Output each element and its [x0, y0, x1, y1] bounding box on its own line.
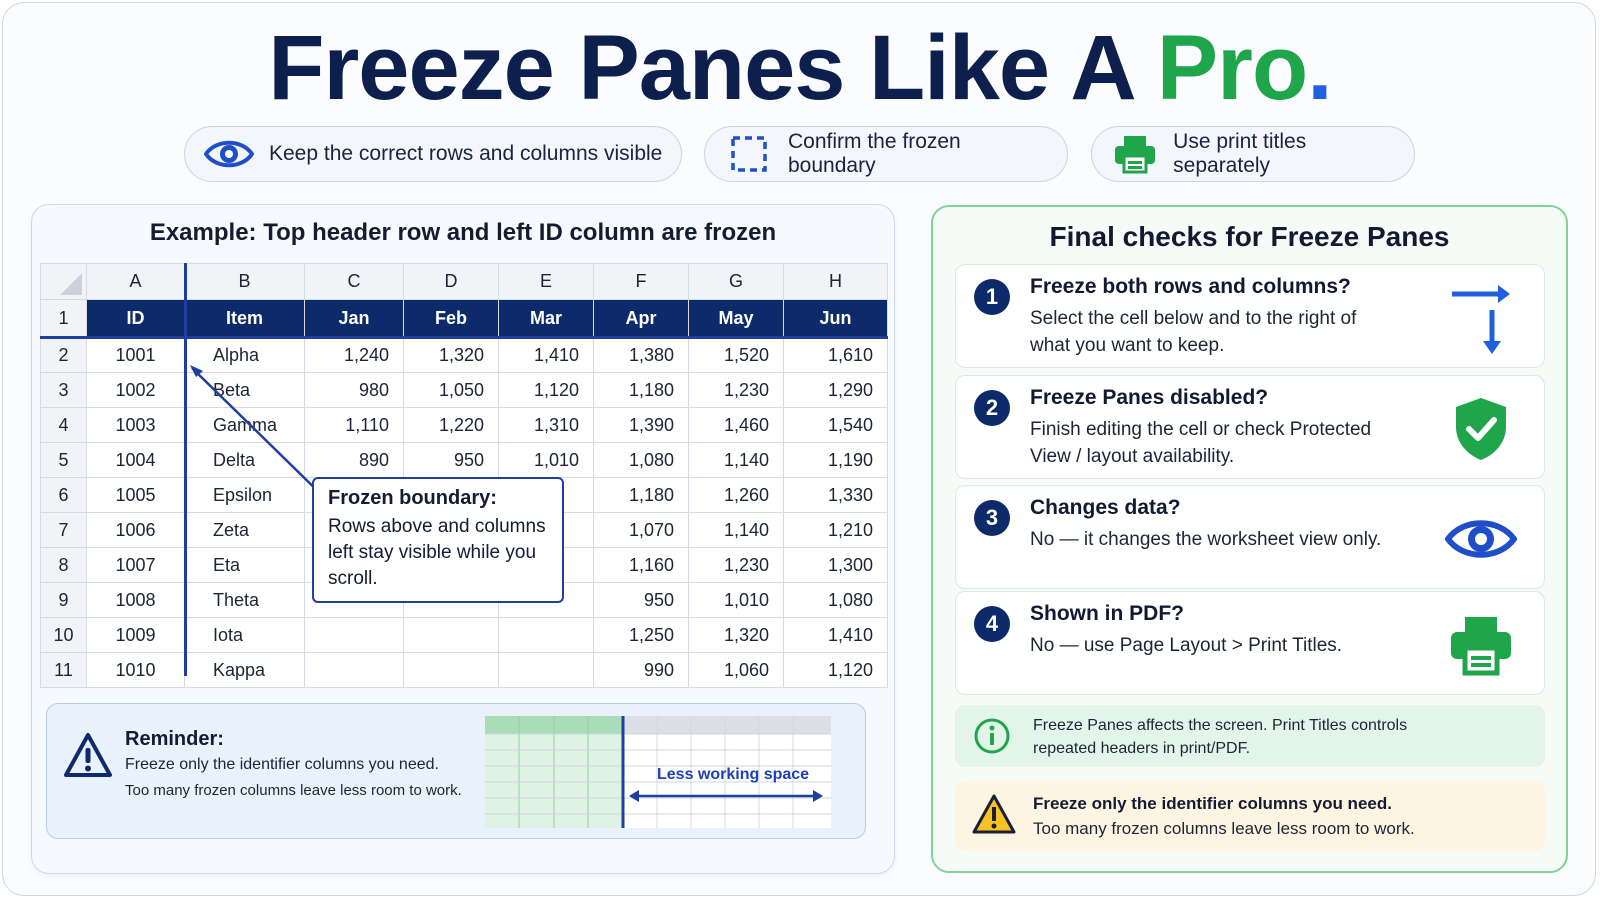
value-cell[interactable]: 1,300 [784, 548, 888, 583]
info-note [955, 705, 1545, 767]
value-cell[interactable]: 1,320 [689, 618, 784, 653]
id-cell[interactable]: 1008 [87, 583, 185, 618]
value-cell[interactable]: 1,610 [784, 338, 888, 373]
value-cell[interactable]: 990 [594, 653, 689, 688]
id-cell[interactable]: 1009 [87, 618, 185, 653]
row-number[interactable]: 11 [41, 653, 87, 688]
value-cell[interactable]: 890 [305, 443, 404, 478]
dashed-square-icon [723, 134, 774, 174]
header-cell[interactable]: Apr [594, 300, 689, 338]
id-cell[interactable]: 1006 [87, 513, 185, 548]
example-title: Example: Top header row and left ID column are frozen [149, 219, 777, 246]
item-cell[interactable]: Theta [185, 583, 305, 618]
value-cell[interactable]: 1,240 [305, 338, 404, 373]
value-cell[interactable]: 1,260 [689, 478, 784, 513]
value-cell[interactable]: 1,380 [594, 338, 689, 373]
row-number[interactable]: 2 [41, 338, 87, 373]
step-badge: 4 [974, 606, 1010, 642]
pill-label: Confirm the frozen boundary [788, 130, 961, 177]
item-cell[interactable]: Epsilon [185, 478, 305, 513]
step-badge: 1 [974, 279, 1010, 315]
value-cell[interactable]: 1,320 [404, 338, 499, 373]
value-cell[interactable]: 1,210 [784, 513, 888, 548]
column-letter[interactable]: D [404, 264, 499, 300]
item-cell[interactable]: Iota [185, 618, 305, 653]
value-cell[interactable]: 1,520 [689, 338, 784, 373]
value-cell[interactable]: 1,220 [404, 408, 499, 443]
value-cell[interactable]: 1,060 [689, 653, 784, 688]
final-checks-panel [931, 205, 1568, 873]
item-cell[interactable]: Kappa [185, 653, 305, 688]
value-cell[interactable]: 1,140 [689, 443, 784, 478]
pill-print-titles [1091, 126, 1415, 182]
id-cell[interactable]: 1001 [87, 338, 185, 373]
column-letter[interactable]: A [87, 264, 185, 300]
shield-check-icon [1438, 386, 1524, 472]
item-cell[interactable]: Eta [185, 548, 305, 583]
column-letter[interactable]: E [499, 264, 594, 300]
printer-icon [1110, 134, 1159, 174]
id-cell[interactable]: 1003 [87, 408, 185, 443]
id-cell[interactable]: 1005 [87, 478, 185, 513]
value-cell[interactable]: 1,080 [594, 443, 689, 478]
warning-note [955, 781, 1545, 851]
pill-visible-rows [184, 126, 682, 182]
item-cell[interactable]: Delta [185, 443, 305, 478]
page-title [0, 17, 1600, 119]
item-cell[interactable]: Beta [185, 373, 305, 408]
header-cell[interactable]: May [689, 300, 784, 338]
value-cell[interactable]: 980 [305, 373, 404, 408]
warning-icon [63, 732, 113, 783]
pill-frozen-boundary [704, 126, 1068, 182]
row-number[interactable]: 7 [41, 513, 87, 548]
title-dot: . [1307, 17, 1332, 119]
value-cell[interactable]: 1,190 [784, 443, 888, 478]
row-number[interactable]: 4 [41, 408, 87, 443]
pill-label: Keep the correct rows and columns visible [269, 142, 663, 165]
value-cell[interactable]: 1,140 [689, 513, 784, 548]
value-cell[interactable]: 950 [594, 583, 689, 618]
column-letter[interactable]: H [784, 264, 888, 300]
example-panel [31, 204, 895, 874]
value-cell[interactable]: 1,410 [784, 618, 888, 653]
item-cell[interactable]: Gamma [185, 408, 305, 443]
value-cell[interactable]: 1,080 [784, 583, 888, 618]
eye-icon [203, 134, 255, 174]
pill-label: Use print titles separately [1173, 130, 1307, 177]
value-cell[interactable]: 1,540 [784, 408, 888, 443]
value-cell[interactable]: 1,250 [594, 618, 689, 653]
header-cell[interactable]: Jan [305, 300, 404, 338]
warning-title: Freeze only the identifier columns you need. [1033, 794, 1392, 813]
value-cell[interactable]: 1,010 [689, 583, 784, 618]
id-cell[interactable]: 1004 [87, 443, 185, 478]
eye-icon [1438, 496, 1524, 582]
value-cell[interactable]: 1,230 [689, 373, 784, 408]
reminder-line: Too many frozen columns leave less room to work. [125, 782, 462, 799]
reminder-title: Reminder: [125, 728, 224, 750]
check-question: Freeze both rows and columns? [1030, 275, 1351, 298]
title-accent: Pro [1156, 17, 1308, 119]
reminder-box [46, 703, 866, 839]
step-badge: 3 [974, 500, 1010, 536]
value-cell[interactable]: 1,110 [305, 408, 404, 443]
value-cell[interactable]: 1,160 [594, 548, 689, 583]
header-cell[interactable]: Mar [499, 300, 594, 338]
value-cell[interactable]: 1,410 [499, 338, 594, 373]
callout-body: Rows above and columns left stay visible while you scroll. [328, 516, 546, 589]
check-answer: Select the cell below and to the right of what you want to keep. [1030, 308, 1357, 356]
warning-icon [971, 793, 1017, 840]
header-cell[interactable]: ID [87, 300, 185, 338]
row-number[interactable]: 3 [41, 373, 87, 408]
check-answer: No — use Page Layout > Print Titles. [1030, 635, 1343, 656]
reminder-line: Freeze only the identifier columns you need. [125, 756, 439, 773]
item-cell[interactable]: Alpha [185, 338, 305, 373]
column-letter[interactable]: C [305, 264, 404, 300]
item-cell[interactable]: Zeta [185, 513, 305, 548]
check-answer: No — it changes the worksheet view only. [1030, 529, 1382, 550]
row-number[interactable]: 8 [41, 548, 87, 583]
info-icon [973, 717, 1011, 760]
warning-text: Too many frozen columns leave less room to work. [1033, 819, 1415, 838]
value-cell[interactable]: 1,010 [499, 443, 594, 478]
check-answer: Finish editing the cell or check Protected View / layout availability. [1030, 419, 1372, 467]
check-question: Shown in PDF? [1030, 602, 1184, 625]
header-cell[interactable]: Jun [784, 300, 888, 338]
id-cell[interactable]: 1002 [87, 373, 185, 408]
check-item [955, 264, 1545, 368]
value-cell[interactable]: 1,180 [594, 373, 689, 408]
value-cell[interactable]: 1,310 [499, 408, 594, 443]
check-question: Freeze Panes disabled? [1030, 386, 1269, 409]
row-number[interactable]: 10 [41, 618, 87, 653]
column-letter[interactable]: G [689, 264, 784, 300]
value-cell[interactable]: 1,390 [594, 408, 689, 443]
value-cell[interactable]: 1,230 [689, 548, 784, 583]
check-item [955, 591, 1545, 695]
row-number[interactable]: 1 [41, 300, 87, 338]
column-letter[interactable]: B [185, 264, 305, 300]
value-cell[interactable]: 1,120 [499, 373, 594, 408]
frozen-boundary-callout [312, 477, 564, 603]
value-cell[interactable]: 950 [404, 443, 499, 478]
value-cell[interactable]: 1,180 [594, 478, 689, 513]
value-cell[interactable]: 1,050 [404, 373, 499, 408]
row-number[interactable]: 6 [41, 478, 87, 513]
title-main: Freeze Panes Like A [268, 17, 1157, 119]
column-letter[interactable]: F [594, 264, 689, 300]
header-cell[interactable]: Feb [404, 300, 499, 338]
checks-title: Final checks for Freeze Panes [1049, 221, 1450, 252]
step-badge: 2 [974, 390, 1010, 426]
value-cell[interactable]: 1,330 [784, 478, 888, 513]
value-cell[interactable]: 1,120 [784, 653, 888, 688]
header-cell[interactable]: Item [185, 300, 305, 338]
callout-title: Frozen boundary: [328, 487, 497, 509]
arrow-right-down-icon [1438, 275, 1524, 361]
printer-icon [1438, 602, 1524, 688]
id-cell[interactable]: 1010 [87, 653, 185, 688]
row-number[interactable]: 9 [41, 583, 87, 618]
value-cell[interactable]: 1,460 [689, 408, 784, 443]
check-item [955, 485, 1545, 589]
value-cell[interactable]: 1,070 [594, 513, 689, 548]
less-space-label: Less working space [657, 766, 810, 783]
check-question: Changes data? [1030, 496, 1181, 519]
check-item [955, 375, 1545, 479]
value-cell[interactable]: 1,290 [784, 373, 888, 408]
row-number[interactable]: 5 [41, 443, 87, 478]
info-text: Freeze Panes affects the screen. Print Titles controls repeated headers in print/PDF. [1033, 717, 1408, 757]
id-cell[interactable]: 1007 [87, 548, 185, 583]
